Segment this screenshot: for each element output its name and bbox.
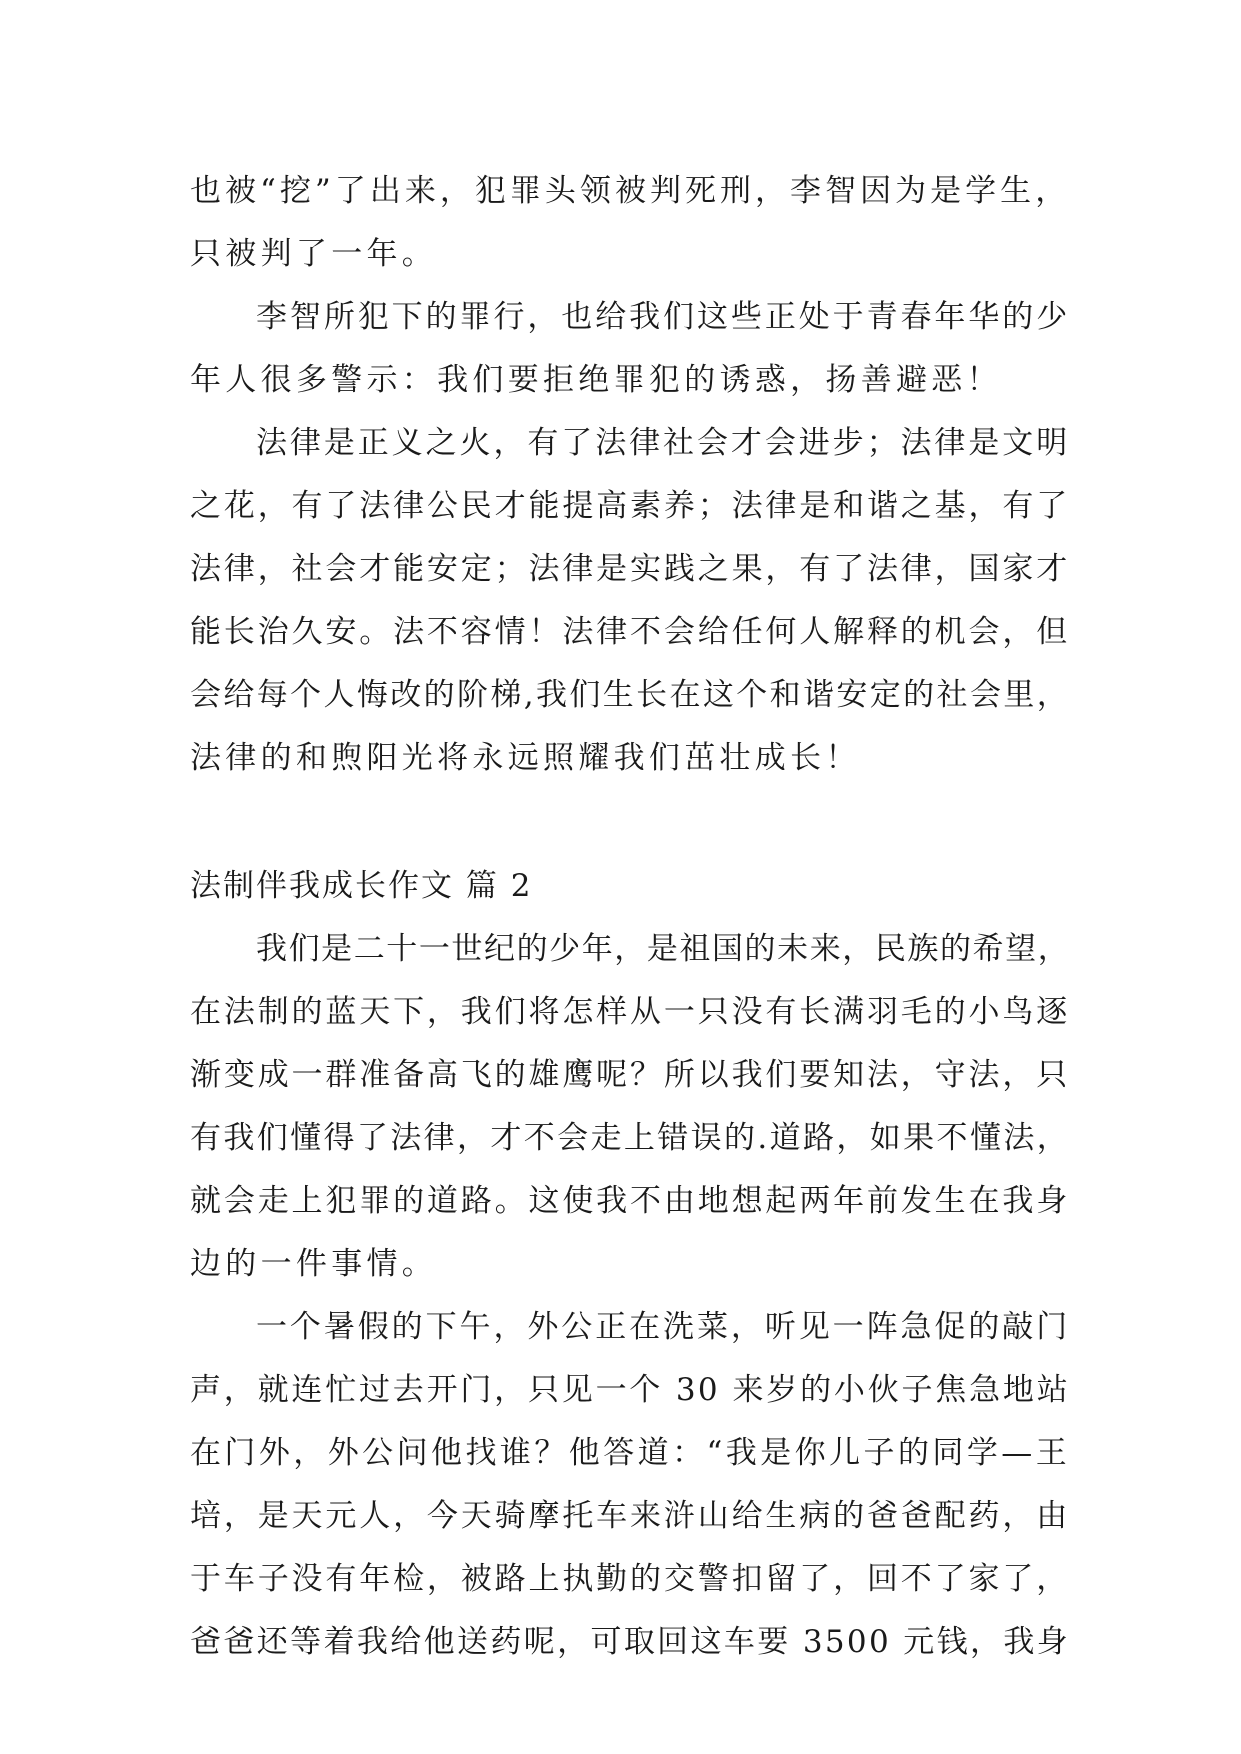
text-line: 法律，社会才能安定；法律是实践之果，有了法律，国家才 — [190, 551, 1070, 587]
text-line: 会给每个人悔改的阶梯,我们生长在这个和谐安定的社会里， — [190, 677, 1070, 713]
text-line: 李智所犯下的罪行，也给我们这些正处于青春年华的少 — [256, 299, 1070, 335]
text-line: 渐变成一群准备高飞的雄鹰呢？所以我们要知法，守法，只 — [190, 1057, 1070, 1093]
text-line: 法律的和煦阳光将永远照耀我们茁壮成长！ — [190, 740, 861, 776]
text-line: 我们是二十一世纪的少年，是祖国的未来，民族的希望， — [256, 931, 1070, 967]
text-line: 年人很多警示：我们要拒绝罪犯的诱惑，扬善避恶！ — [190, 362, 1002, 398]
text-line: 声，就连忙过去开门，只见一个 30 来岁的小伙子焦急地站 — [190, 1372, 1070, 1408]
paragraph — [190, 1296, 1070, 1674]
text-line: 有我们懂得了法律，才不会走上错误的.道路，如果不懂法， — [190, 1120, 1070, 1156]
text-line: 于车子没有年检，被路上执勤的交警扣留了，回不了家了， — [190, 1561, 1070, 1597]
text-line: 爸爸还等着我给他送药呢，可取回这车要 3500 元钱，我身 — [190, 1624, 1070, 1660]
text-line: 也被“挖”了出来，犯罪头领被判死刑，李智因为是学生， — [190, 173, 1070, 209]
text-line: 只被判了一年。 — [190, 236, 438, 272]
section-heading: 法制伴我成长作文 篇 2 — [190, 868, 533, 904]
text-line: 能长治久安。法不容情！法律不会给任何人解释的机会，但 — [190, 614, 1070, 650]
text-line: 之花，有了法律公民才能提高素养；法律是和谐之基，有了 — [190, 488, 1070, 524]
text-line: 法律是正义之火，有了法律社会才会进步；法律是文明 — [256, 425, 1070, 461]
paragraph — [190, 918, 1070, 1296]
paragraph — [190, 286, 1070, 412]
paragraph — [190, 412, 1070, 790]
text-line: 培，是天元人，今天骑摩托车来浒山给生病的爸爸配药，由 — [190, 1498, 1070, 1534]
text-line: 在门外，外公问他找谁？他答道：“我是你儿子的同学—王 — [190, 1435, 1070, 1471]
document-page — [190, 160, 1070, 1674]
text-line: 在法制的蓝天下，我们将怎样从一只没有长满羽毛的小鸟逐 — [190, 994, 1070, 1030]
text-line: 边的一件事情。 — [190, 1246, 438, 1282]
section-gap — [190, 790, 1070, 855]
paragraph — [190, 160, 1070, 286]
text-line: 一个暑假的下午，外公正在洗菜，听见一阵急促的敲门 — [256, 1309, 1070, 1345]
text-line: 就会走上犯罪的道路。这使我不由地想起两年前发生在我身 — [190, 1183, 1070, 1219]
